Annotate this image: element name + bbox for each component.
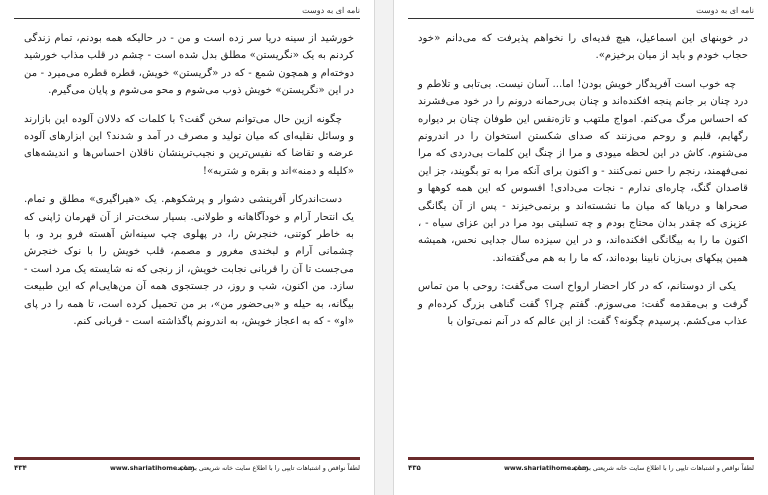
- paragraph: یکی از دوستانم، که در کار احضار ارواح است می‌گفت: روحی با من تماس گرفت و بی‌مقدمه گفت: می‌سوزم. گفتم چرا؟ گفت گناهی بزرگ کرده‌ام و عذاب می‌کشم. پرسیدم چگونه؟ گفت: از این عالم که در آنم نمی‌توان با: [418, 281, 748, 328]
- running-head: نامه ای به دوست: [696, 6, 754, 15]
- footer-rule: [14, 457, 360, 460]
- footer-notice: لطفاً نواقص و اشتباهات تایپی را با اطلاع سایت خانه شریعتی برسانید.: [569, 464, 754, 472]
- footer-notice: لطفاً نواقص و اشتباهات تایپی را با اطلاع سایت خانه شریعتی برسانید.: [175, 464, 360, 472]
- website-link[interactable]: www.shariatihome.com: [110, 464, 195, 472]
- header-rule: [14, 18, 360, 19]
- paragraph: چه خوب است آفریدگار خویش بودن! اما... آسان نیست. بی‌تابی و تلاطم و درد چنان بر جانم پنجه افکنده‌اند و چنان بی‌رحمانه درونم را در خود می‌فشرند که احساس مرگ می‌کنم. امواج ملتهب و تازه‌نفس این طوفان چنان بر دیواره رگهایم، قلبم و روحم می‌زنند که صدای شکستن استخوان را در اندرونم می‌شنوم. کاش در این لحظه میودی و مرا از چنگ این کلمات بی‌دردی که مرا نمی‌فهمند، رنجم را حس نمی‌کنند - و اکنون برای آنکه مرا به تو بگویند، جز این قاصدان گنگ، چاره‌ای ندارم - نجات می‌دادی! افسوس که این همه کوهها و صحراها و دریاها که میان ما نشسته‌اند و برنمی‌خیزند - پس از آن یگانگی عزیزی که چقدر بدان محتاج بودم و چه تسلیتی بود مرا در این عزای سیاه - ، اکنون ما را به بیگانگی افکنده‌اند، و در این سیزده سال جدایی نحس، همیشه همین پیکهای بی‌زبان نابینا بوده‌اند، که ما را به هم می‌گفته‌اند.: [418, 78, 748, 264]
- paragraph: در خوبنهای این اسماعیل، هیچ فدیه‌ای را نخواهم پذیرفت که می‌دانم «خود حجاب خودم و باید از میان برخیزم».: [418, 33, 748, 62]
- page-footer: [14, 464, 360, 474]
- page-footer: [408, 464, 754, 474]
- footer-rule: [408, 457, 754, 460]
- paragraph: چگونه ازین حال می‌توانم سخن گفت؟ با کلمات که دلالان آلوده این بازارند و وسائل نقلیه‌ای که میان تولید و مصرف در آمد و شدند؟ این ابزارهای آلوده عرضه و تقاضا که نفیس‌ترین و نجیب‌ترینشان ناقلان احساس‌ها و اندیشه‌های «کلیله و دمنه»اند و بقره و شتربه»!: [24, 113, 354, 177]
- right-page: [394, 0, 768, 495]
- running-head: نامه ای به دوست: [302, 6, 360, 15]
- page-number: ۴۳۴: [14, 464, 27, 472]
- paragraph: خورشید از سینه دریا سر زده است و من - در حالیکه همه بودنم، تمام زندگی کردنم به یک «نگریستن» مطلق بدل شده است - چشم در قلب مذاب خورشید دوخته‌ام و همچون شمع - که در «گریستن» خویش، قطره قطره می‌میرد - من در این «نگریستن» خویش ذوب می‌شوم و محو می‌شوم و پایان می‌گیرم.: [24, 33, 354, 97]
- body-text: [24, 30, 354, 342]
- page-number: ۴۳۵: [408, 464, 421, 472]
- paragraph: دست‌اندرکار آفرینشی دشوار و پرشکوهم. یک «هیراگیری» مطلق و تمام. یک انتحار آرام و خودآگاهانه و طولانی. بسیار سخت‌تر از آن قهرمان ژاپنی که به خاطر کوتنی، خنجرش را، در پهلوی چپ سینه‌اش آهسته فرو برد و، با چشمانی آرام و لبخندی مغرور و مصمم، قلب خویش را با نوک خنجرش می‌جست تا آن را قربانی نجابت خویش، از رنجی که نه شایسته یک مرد است - سازد. من اکنون، شب و روز، در جستجوی همه آن من‌هایی‌ام که این طبیعت بیگانه، به حیله و «بی‌حضور من»، بر من تحمیل کرده است، تا همه را در پای «او» - که به اعجاز خویش، به اندرونم پاگذاشته است - قربانی کنم.: [24, 194, 354, 328]
- left-page: [0, 0, 374, 495]
- website-link[interactable]: www.shariatihome.com: [504, 464, 589, 472]
- header-rule: [408, 18, 754, 19]
- body-text: [418, 30, 748, 342]
- page-gutter: [374, 0, 394, 495]
